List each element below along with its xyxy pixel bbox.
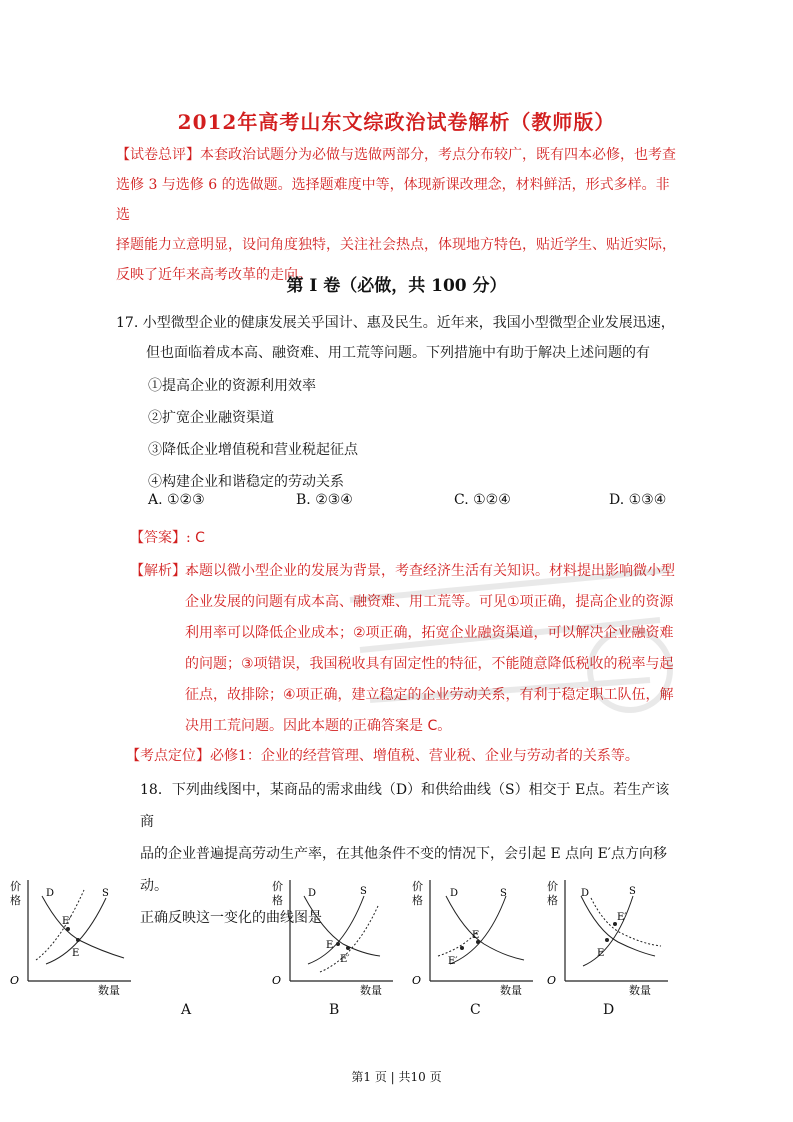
choice-c: C. ①②④ bbox=[454, 492, 511, 508]
page-footer: 第1 页 | 共10 页 bbox=[351, 1070, 442, 1084]
q17-option-1: ①提高企业的资源利用效率 bbox=[148, 378, 316, 394]
answer-value: C bbox=[195, 530, 205, 546]
analysis-tag: 【解析】: bbox=[130, 563, 191, 579]
graph-a-eprime-label: E′ bbox=[62, 916, 72, 927]
key-point-tag: 【考点定位】 bbox=[126, 748, 210, 764]
graph-c-s-label: S bbox=[500, 888, 507, 899]
analysis-line-5: 征点，故排除；④项正确，建立稳定的企业劳动关系，有利于稳定职工队伍，解 bbox=[185, 687, 674, 703]
q17-key-point bbox=[126, 745, 639, 765]
q17-options bbox=[148, 370, 358, 498]
graph-d-label: D bbox=[603, 1002, 615, 1018]
graph-b-eprime-label: E′ bbox=[340, 954, 350, 965]
graph-b-quantity: 数量 bbox=[360, 984, 382, 997]
exam-summary bbox=[116, 140, 676, 290]
graph-b-d-label: D bbox=[308, 888, 317, 899]
graph-c-d-label: D bbox=[450, 888, 459, 899]
graph-b-e-label: E bbox=[326, 940, 334, 951]
graph-b-supply-curve bbox=[308, 896, 364, 964]
choice-b: B. ②③④ bbox=[296, 492, 353, 508]
graph-b-s-label: S bbox=[360, 886, 367, 897]
graph-c-origin: O bbox=[412, 974, 422, 987]
graph-b-origin: O bbox=[272, 974, 282, 987]
graph-d-price-top: 价 bbox=[547, 880, 558, 893]
graph-a-s-label: S bbox=[102, 888, 109, 899]
graph-d-e-label: E bbox=[597, 948, 605, 959]
analysis-line-6: 决用工荒问题。因此本题的正确答案是 C。 bbox=[185, 718, 452, 734]
graph-d-supply-curve bbox=[583, 896, 633, 966]
q18-line-3: 正确反映这一变化的曲线图是 bbox=[140, 910, 322, 926]
graph-a-price-bottom: 格 bbox=[10, 894, 21, 907]
graph-a bbox=[6, 876, 136, 1031]
document-title: 2012年高考山东文综政治试卷解析（教师版） bbox=[177, 110, 616, 134]
graph-c-price-top: 价 bbox=[412, 880, 423, 893]
graph-b-price-bottom: 格 bbox=[272, 894, 283, 907]
summary-line-2: 选修 3 与选修 6 的选做题。选择题难度中等，体现新课改理念，材料鲜活，形式多样。非选 bbox=[116, 177, 670, 223]
graph-d-demand-curve bbox=[581, 896, 655, 956]
q18-line-2: 品的企业普遍提高劳动生产率，在其他条件不变的情况下，会引起 E 点向 E′点方向移动。 bbox=[140, 846, 667, 894]
graph-c-eprime-label: E′ bbox=[448, 956, 458, 967]
graph-d-price-bottom: 格 bbox=[547, 894, 558, 907]
answer-tag: 【答案】: bbox=[130, 530, 191, 546]
choice-d: D. ①③④ bbox=[609, 492, 667, 508]
graph-a-price-top: 价 bbox=[10, 880, 21, 893]
graph-a-point-e bbox=[76, 938, 80, 942]
graph-a-origin: O bbox=[10, 974, 20, 987]
graph-b-price-top: 价 bbox=[272, 880, 283, 893]
graph-c-e-label: E bbox=[472, 930, 480, 941]
graph-d-quantity: 数量 bbox=[629, 984, 651, 997]
summary-line-1: 本套政治试题分为必做与选做两部分，考点分布较广，既有四本必修，也考查 bbox=[200, 147, 676, 163]
graph-b-point-eprime bbox=[346, 946, 350, 950]
q17-choices bbox=[148, 492, 688, 508]
q17-answer bbox=[130, 527, 205, 547]
graph-a-demand-curve bbox=[42, 896, 124, 958]
graph-d-d-label: D bbox=[581, 888, 590, 899]
analysis-line-1: 本题以微小型企业的发展为背景，考查经济生活有关知识。材料提出影响微小型 bbox=[185, 563, 675, 579]
graph-a-d-label: D bbox=[46, 888, 55, 899]
q17-option-4: ④构建企业和谐稳定的劳动关系 bbox=[148, 474, 344, 490]
graph-c-label: C bbox=[470, 1002, 481, 1018]
graph-a-point-eprime bbox=[66, 927, 70, 931]
summary-tag: 【试卷总评】 bbox=[116, 147, 200, 163]
analysis-line-4: 的问题；③项错误，我国税收具有固定性的特征，不能随意降低税收的税率与起 bbox=[185, 656, 674, 672]
q18-line-1: 18．下列曲线图中，某商品的需求曲线（D）和供给曲线（S）相交于 E点。若生产该商 bbox=[140, 782, 670, 830]
graph-b-demand-curve bbox=[304, 896, 380, 956]
summary-line-4: 反映了近年来高考改革的走向。 bbox=[116, 267, 312, 283]
graph-d-point-e bbox=[605, 938, 609, 942]
analysis-line-3: 利用率可以降低企业成本；②项正确，拓宽企业融资渠道，可以解决企业融资难 bbox=[185, 625, 674, 641]
graph-c-point-eprime bbox=[460, 946, 464, 950]
graph-a-label: A bbox=[181, 1002, 192, 1018]
graph-c-quantity: 数量 bbox=[500, 984, 522, 997]
graph-c-price-bottom: 格 bbox=[412, 894, 423, 907]
section-title: 第 I 卷（必做，共 100 分） bbox=[286, 276, 507, 296]
summary-line-3: 择题能力立意明显，设问角度独特，关注社会热点，体现地方特色，贴近学生、贴近实际， bbox=[116, 237, 676, 253]
graph-d-eprime-label: E′ bbox=[617, 912, 627, 923]
graph-b-label: B bbox=[329, 1002, 340, 1018]
graph-a-e-label: E bbox=[72, 948, 80, 959]
question-17-stem bbox=[116, 308, 686, 368]
q17-line-2: 但也面临着成本高、融资难、用工荒等问题。下列措施中有助于解决上述问题的有 bbox=[146, 345, 650, 361]
q17-line-1: 17. 小型微型企业的健康发展关乎国计、惠及民生。近年来，我国小型微型企业发展迅速， bbox=[116, 315, 675, 331]
key-point-text: 必修1：企业的经营管理、增值税、营业税、企业与劳动者的关系等。 bbox=[210, 748, 639, 764]
q17-option-2: ②扩宽企业融资渠道 bbox=[148, 410, 274, 426]
q17-analysis bbox=[185, 556, 685, 742]
graph-d-s-label: S bbox=[629, 886, 636, 897]
graph-b-point-e bbox=[336, 942, 340, 946]
analysis-line-2: 企业发展的问题有成本高、融资难、用工荒等。可见①项正确，提高企业的资源 bbox=[185, 594, 674, 610]
graph-a-quantity: 数量 bbox=[98, 984, 120, 997]
q17-option-3: ③降低企业增值税和营业税起征点 bbox=[148, 442, 358, 458]
graph-c-demand-curve bbox=[446, 896, 524, 960]
choice-a: A. ①②③ bbox=[148, 492, 205, 508]
graph-d-origin: O bbox=[547, 974, 557, 987]
